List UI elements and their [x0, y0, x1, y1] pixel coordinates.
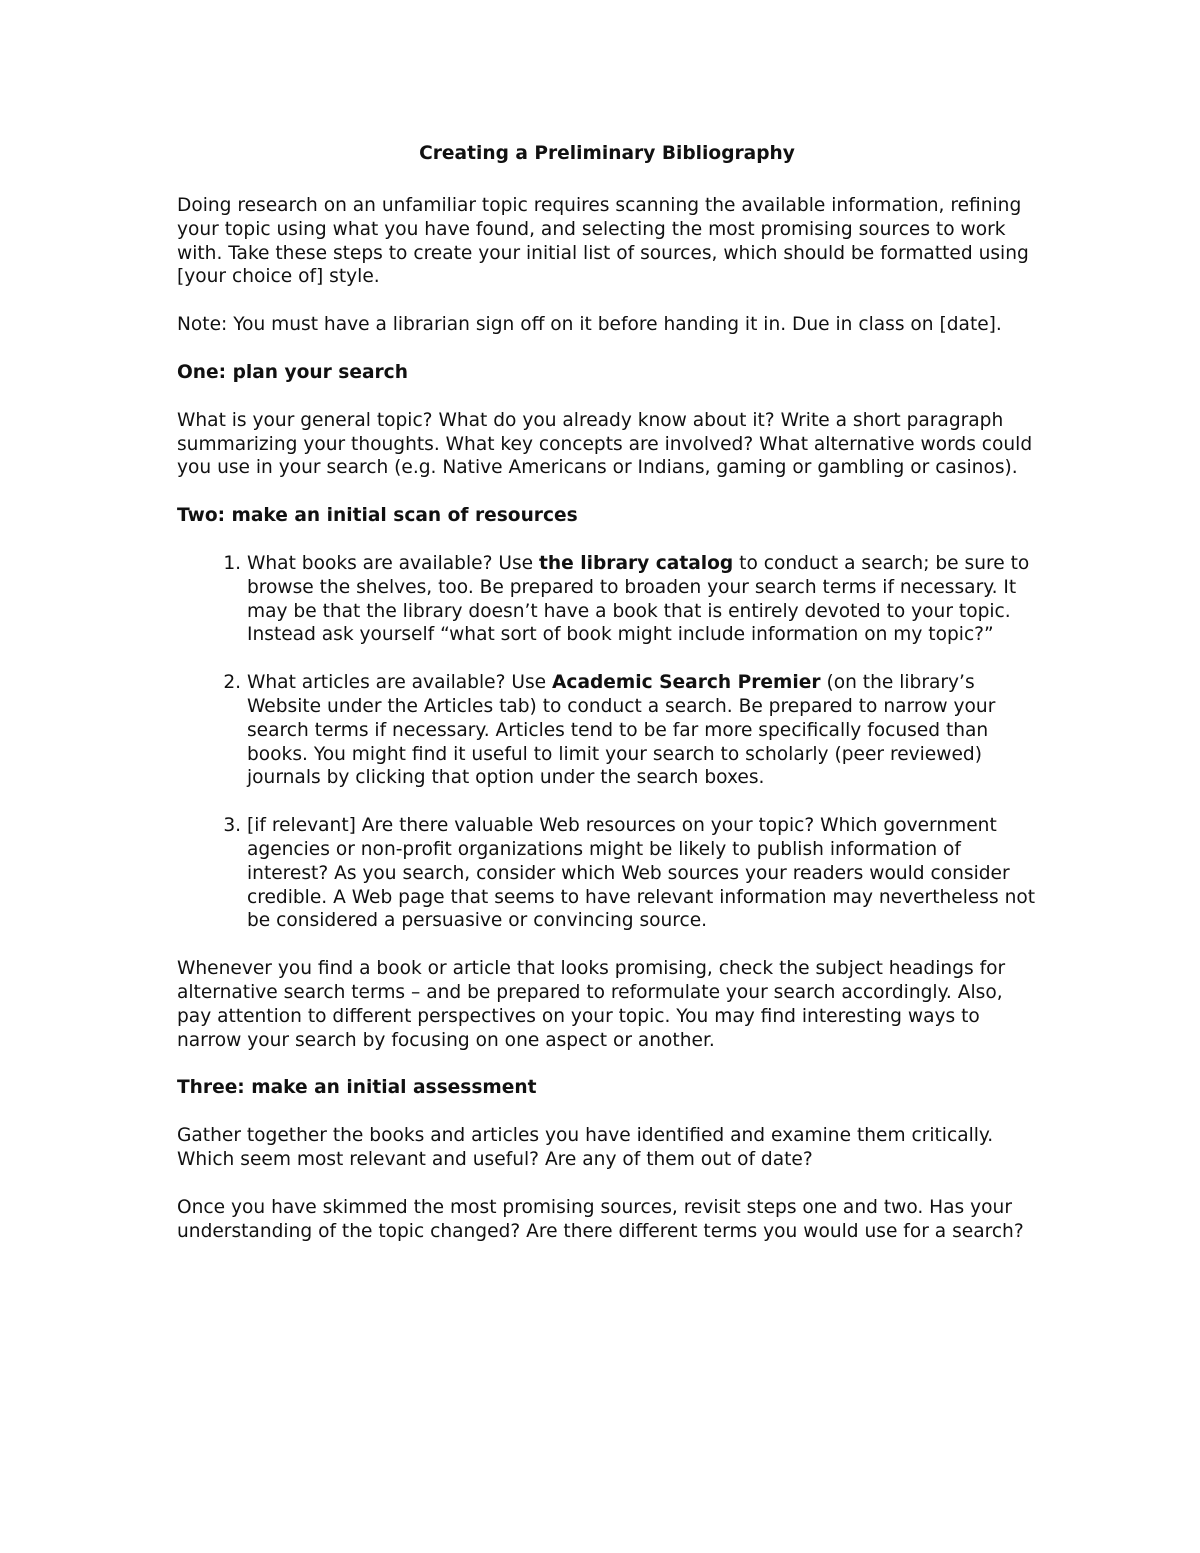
academic-search-premier-term: Academic Search Premier: [552, 672, 821, 694]
section-two-after: Whenever you find a book or article that looks promising, check the subject headings for alternative search terms – and be prepared to reformulate your search accordingly. Also, pay attention to different perspectives on your topic. You may find interesting ways to narrow your search by focusing on one aspect or another.: [177, 958, 1006, 1051]
list-item-web-resources: 3. [if relevant] Are there valuable Web resources on your topic? Which government agencies or non-profit organizations might be likely to publish information of interest? As you search, consider which Web sources your readers would consider credible. A Web page that seems to have relevant information may nevertheless not be considered a persuasive or convincing source.: [247, 814, 1037, 933]
section-three-body-2: Once you have skimmed the most promising sources, revisit steps one and two. Has your understanding of the topic changed? Are there different terms you would use for a search?: [177, 1196, 1024, 1242]
intro-paragraph: Doing research on an unfamiliar topic requires scanning the available information, refining your topic using what you have found, and selecting the most promising sources to work with. Take these steps to create your initial list of sources, which should be formatted using [your choice of] style.: [177, 195, 1029, 288]
document-title: Creating a Preliminary Bibliography: [419, 143, 795, 164]
resource-steps-list: [177, 552, 1037, 933]
note-paragraph: Note: You must have a librarian sign off on it before handing it in. Due in class on [date].: [177, 314, 1002, 336]
section-three-heading: Three: make an initial assessment: [177, 1077, 537, 1099]
list-item-articles: 2. What articles are available? Use Academic Search Premier (on the library’s Website under the Articles tab) to conduct a search. Be prepared to narrow your search terms if necessary. Articles tend to be far more specifically focused than books. You might find it useful to limit your search to scholarly (peer reviewed) journals by clicking that option under the search boxes.: [247, 671, 1037, 790]
document-page: [177, 138, 1037, 1267]
library-catalog-term: the library catalog: [539, 552, 734, 574]
section-two-heading: Two: make an initial scan of resources: [177, 505, 578, 527]
section-three-body-1: Gather together the books and articles you have identified and examine them critically. Which seem most relevant and useful? Are any of them out of date?: [177, 1125, 994, 1170]
section-one-body: What is your general topic? What do you already know about it? Write a short paragraph summarizing your thoughts. What key concepts are involved? What alternative words could you use in your search (e.g. Native Americans or Indians, gaming or gambling or casinos).: [177, 409, 1033, 479]
list-item-books: 1. What books are available? Use the library catalog to conduct a search; be sure to browse the shelves, too. Be prepared to broaden your search terms if necessary. It may be that the library doesn’t have a book that is entirely devoted to your topic. Instead ask yourself “what sort of book might include information on my topic?”: [247, 552, 1037, 647]
section-one-heading: One: plan your search: [177, 361, 408, 383]
